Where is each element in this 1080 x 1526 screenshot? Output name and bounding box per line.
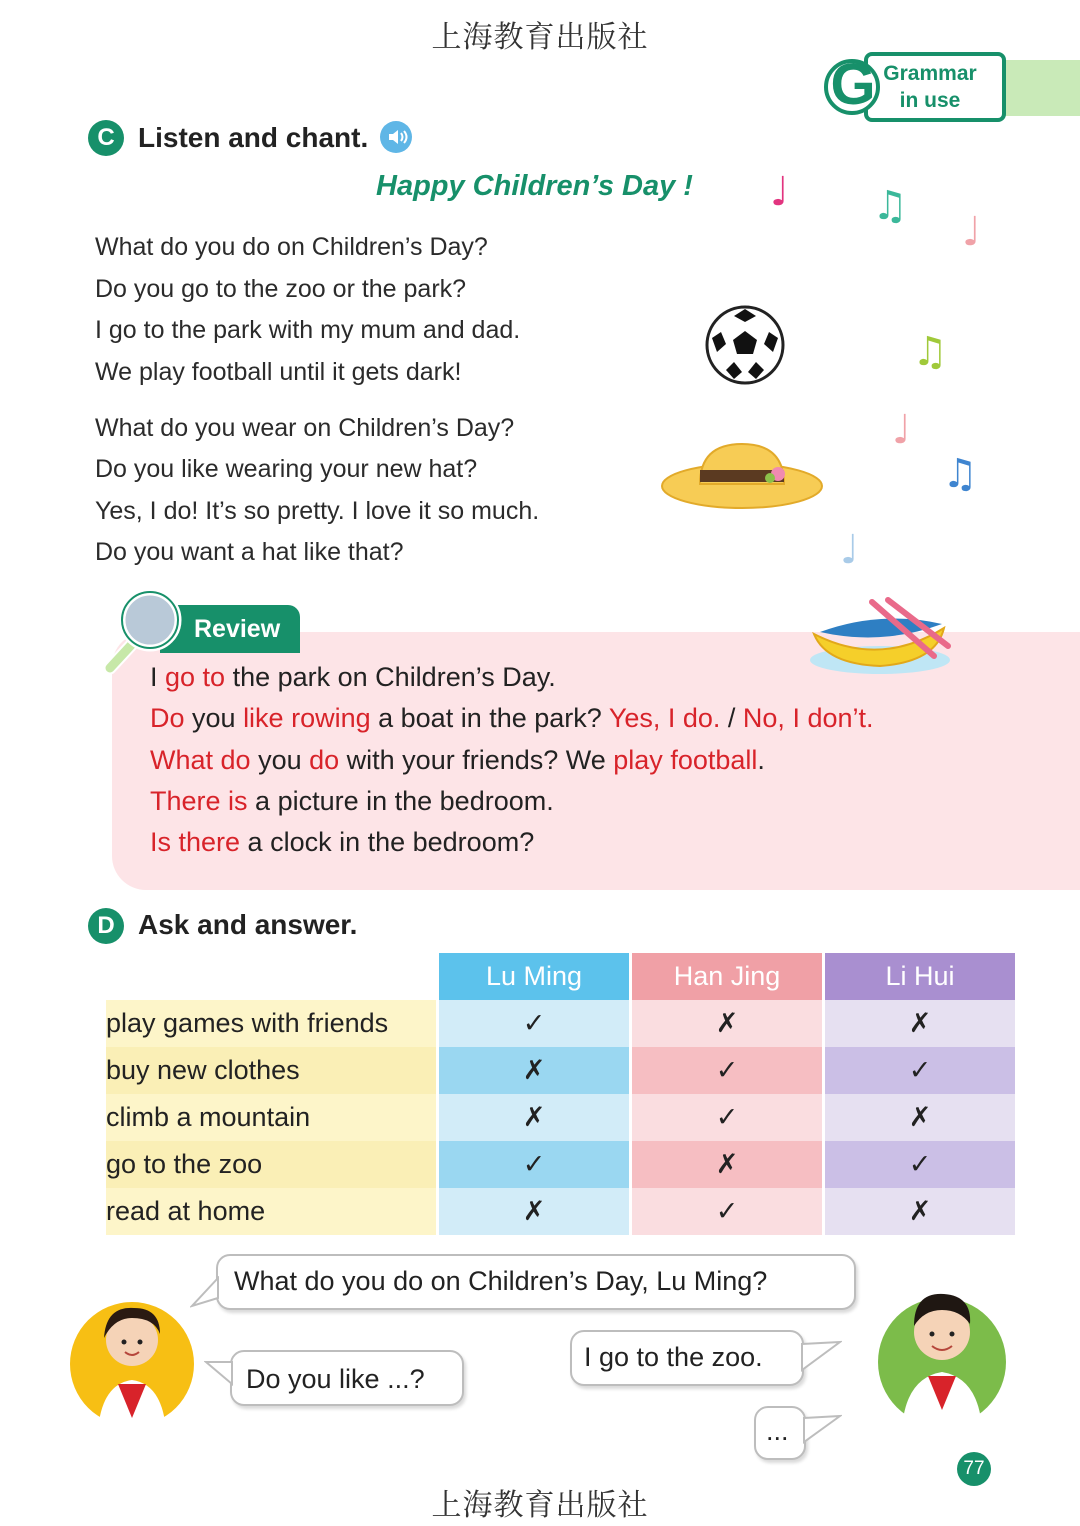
activity-label: buy new clothes (106, 1047, 436, 1094)
page-number: 77 (957, 1452, 991, 1486)
survey-table (106, 953, 1015, 1235)
mark-cell: ✗ (822, 1188, 1015, 1235)
chant-line: What do you do on Children’s Day? (95, 233, 488, 261)
review-text: I (150, 662, 166, 692)
mark-cell: ✓ (629, 1047, 822, 1094)
review-line (150, 745, 765, 776)
chant-line: I go to the park with my mum and dad. (95, 316, 521, 344)
mark-cell: ✓ (822, 1141, 1015, 1188)
review-text: the park on Children’s Day. (225, 662, 556, 692)
review-text: a picture in the bedroom. (247, 786, 554, 816)
review-text: you (250, 745, 310, 775)
mark-cell: ✗ (436, 1094, 629, 1141)
mark-cell: ✓ (436, 1141, 629, 1188)
review-highlight: Do (150, 703, 185, 733)
music-notes-icon: ♫ (872, 183, 908, 229)
girl-avatar (68, 1284, 198, 1430)
review-highlight: There is (150, 786, 248, 816)
music-note-icon: ♩ (770, 169, 789, 215)
review-label: Review (194, 615, 281, 643)
activity-label: climb a mountain (106, 1094, 436, 1141)
mark-cell: ✓ (629, 1094, 822, 1141)
speech-bubble-answer-2 (754, 1406, 806, 1460)
table-row (106, 1047, 1015, 1094)
review-highlight: What do (150, 745, 251, 775)
bubble-tail (802, 1412, 842, 1448)
speech-bubble-question-1 (216, 1254, 856, 1310)
chant-line: Do you go to the zoo or the park? (95, 275, 467, 303)
column-header-lu-ming: Lu Ming (436, 953, 629, 1000)
bubble-tail (800, 1340, 842, 1380)
table-row (106, 1094, 1015, 1141)
bubble-tail (190, 1276, 220, 1310)
audio-speaker-icon[interactable] (380, 121, 412, 153)
table-row (106, 1000, 1015, 1047)
review-text: a clock in the bedroom? (240, 827, 535, 857)
music-note-icon: ♩ (962, 209, 981, 255)
bubble-text: ... (766, 1416, 789, 1446)
section-d-marker: D (88, 908, 124, 944)
speech-bubble-question-2 (230, 1350, 464, 1406)
review-text: you (184, 703, 244, 733)
boy-avatar (872, 1264, 1012, 1428)
review-text: with your friends? We (339, 745, 614, 775)
bubble-text: What do you do on Children’s Day, Lu Ming? (234, 1266, 768, 1296)
chant-title: Happy Children’s Day ! (376, 170, 693, 202)
chant-line: Yes, I do! It’s so pretty. I love it so much. (95, 497, 540, 525)
music-notes-icon: ♫ (912, 329, 948, 375)
activity-label: go to the zoo (106, 1141, 436, 1188)
chant-line: Do you like wearing your new hat? (95, 455, 478, 483)
review-text: a boat in the park? (370, 703, 609, 733)
activity-label: read at home (106, 1188, 436, 1235)
hat-icon (660, 440, 826, 512)
table-corner (106, 953, 436, 1000)
music-note-icon: ♩ (840, 527, 859, 573)
bubble-tail (204, 1358, 234, 1392)
music-note-icon: ♩ (892, 407, 911, 453)
speech-bubble-answer-1 (570, 1330, 804, 1386)
activity-label: play games with friends (106, 1000, 436, 1047)
publisher-footer: 上海教育出版社 (431, 1488, 649, 1523)
mark-cell: ✓ (629, 1188, 822, 1235)
review-line (150, 786, 554, 817)
badge-line1: Grammar (883, 62, 977, 85)
badge-letter: G (830, 52, 876, 117)
badge-text (868, 60, 992, 114)
chant-line: We play football until it gets dark! (95, 358, 462, 386)
section-d-title: Ask and answer. (138, 909, 358, 940)
review-highlight: do (309, 745, 340, 775)
football-icon (704, 304, 786, 386)
review-highlight: play football (613, 745, 758, 775)
badge-line2: in use (899, 89, 961, 112)
column-header-li-hui: Li Hui (822, 953, 1015, 1000)
review-highlight: go to (165, 662, 226, 692)
mark-cell: ✗ (436, 1047, 629, 1094)
boat-icon (806, 596, 956, 680)
bubble-text: I go to the zoo. (584, 1342, 763, 1372)
mark-cell: ✓ (822, 1047, 1015, 1094)
review-text: . (757, 745, 765, 775)
column-header-han-jing: Han Jing (629, 953, 822, 1000)
review-line (150, 703, 874, 734)
publisher-header: 上海教育出版社 (431, 20, 649, 55)
review-line (150, 662, 556, 693)
music-notes-icon: ♫ (942, 451, 978, 497)
chant-line: What do you wear on Children’s Day? (95, 414, 515, 442)
mark-cell: ✓ (436, 1000, 629, 1047)
mark-cell: ✗ (822, 1094, 1015, 1141)
chant-line: Do you want a hat like that? (95, 538, 404, 566)
review-highlight: Is there (150, 827, 241, 857)
mark-cell: ✗ (629, 1141, 822, 1188)
table-header-row (106, 953, 1015, 1000)
section-c-marker: C (88, 120, 124, 156)
bubble-text: Do you like ...? (246, 1364, 425, 1394)
review-highlight: No, I don’t. (742, 703, 874, 733)
mark-cell: ✗ (629, 1000, 822, 1047)
mark-cell: ✗ (822, 1000, 1015, 1047)
table-row (106, 1188, 1015, 1235)
review-text: / (720, 703, 743, 733)
review-highlight: Yes, I do. (608, 703, 721, 733)
mark-cell: ✗ (436, 1188, 629, 1235)
section-c-title: Listen and chant. (138, 122, 369, 153)
table-row (106, 1141, 1015, 1188)
review-highlight: like rowing (243, 703, 371, 733)
review-line (150, 827, 534, 858)
